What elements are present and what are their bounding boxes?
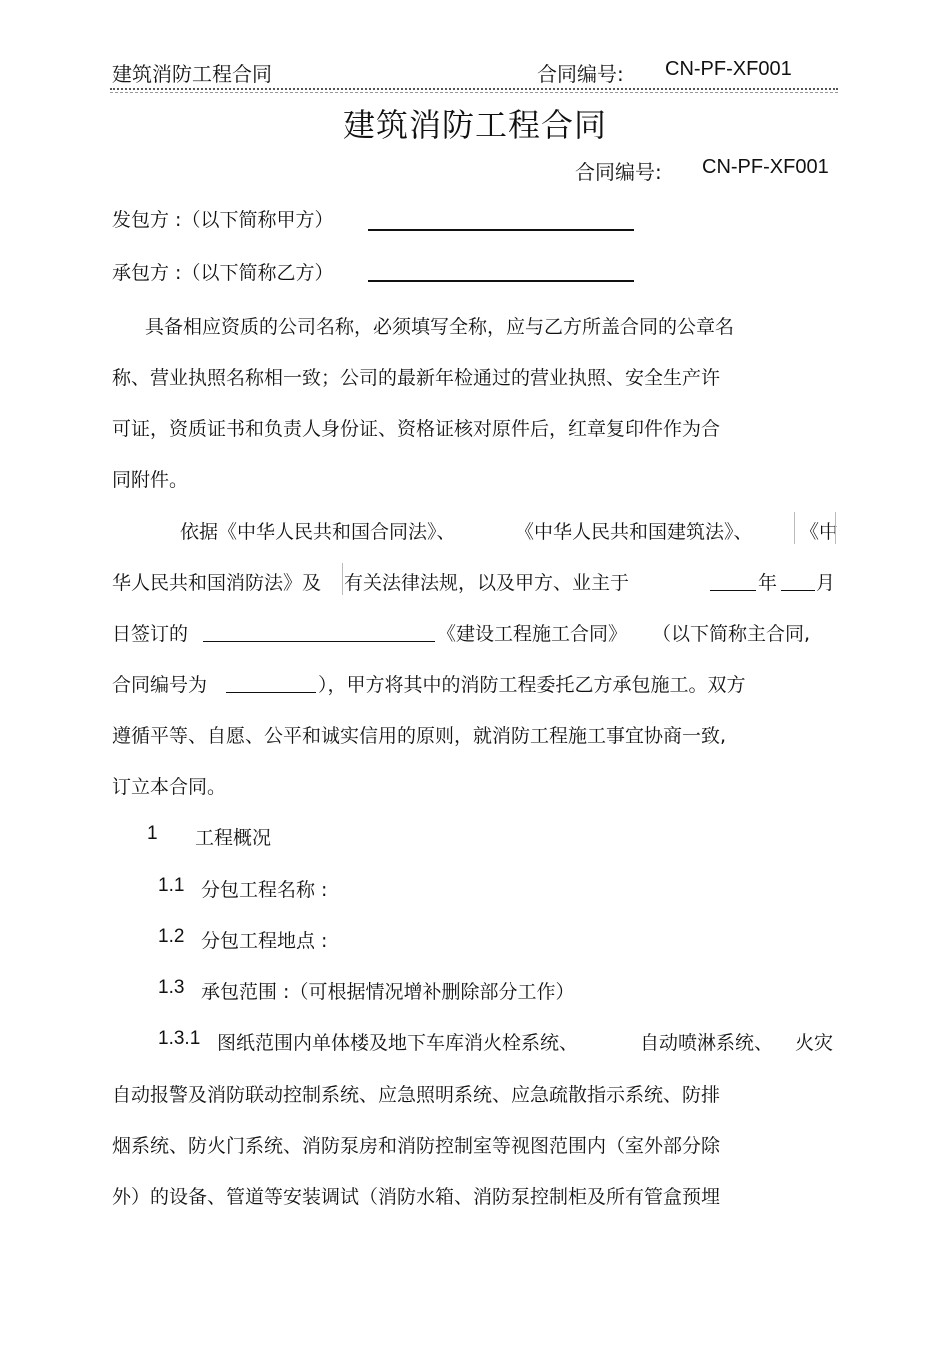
party-b-label: 承包方 :（以下简称乙方）	[112, 262, 334, 284]
section-1-1-number: 1.1	[158, 875, 185, 896]
text-cursor-mark-2	[835, 512, 836, 544]
note-line-1: 具备相应资质的公司名称，必须填写全称，应与乙方所盖合同的公章名	[145, 316, 735, 338]
section-1-3-1-line2: 自动报警及消防联动控制系统、应急照明系统、应急疏散指示系统、防排	[112, 1084, 721, 1106]
section-1-3-1-line1-b: 自动喷淋系统、	[640, 1032, 774, 1054]
section-1-3-1-line1-c: 火灾	[795, 1032, 834, 1054]
basis-line3-c: （以下简称主合同,	[652, 623, 811, 645]
basis-line1-a: 依据《中华人民共和国合同法》、	[180, 521, 456, 543]
basis-line3-b: 《建设工程施工合同》	[437, 623, 628, 645]
document-title: 建筑消防工程合同	[342, 106, 607, 144]
text-cursor-mark	[794, 512, 795, 544]
party-b-blank[interactable]	[368, 280, 634, 282]
note-line-2: 称、营业执照名称相一致；公司的最新年检通过的营业执照、安全生产许	[112, 367, 721, 389]
basis-month-label: 月	[816, 572, 836, 594]
basis-line6: 订立本合同。	[112, 776, 227, 798]
section-1-number: 1	[147, 823, 158, 844]
contract-no-value: CN-PF-XF001	[702, 156, 829, 178]
header-divider	[110, 88, 838, 90]
contract-no-label: 合同编号:	[575, 160, 662, 184]
basis-line4-b: ），甲方将其中的消防工程委托乙方承包施工。双方	[318, 674, 746, 696]
basis-line5: 遵循平等、自愿、公平和诚实信用的原则，就消防工程施工事宜协商一致,	[112, 725, 727, 747]
party-a-label: 发包方 :（以下简称甲方）	[112, 209, 334, 231]
month-blank[interactable]	[781, 590, 815, 591]
sign-date-blank[interactable]	[203, 641, 435, 642]
basis-line1-c: 《中	[800, 521, 839, 543]
section-1-3-1-line1-a: 图纸范围内单体楼及地下车库消火栓系统、	[217, 1032, 579, 1054]
section-1-3-1-line4: 外）的设备、管道等安装调试（消防水箱、消防泵控制柜及所有管盒预埋	[112, 1186, 721, 1208]
section-1-3-text: 承包范围 :（可根据情况增补删除部分工作）	[201, 981, 575, 1003]
header-contract-no: CN-PF-XF001	[665, 58, 792, 80]
basis-line3-a: 日签订的	[112, 623, 189, 645]
section-1-title: 工程概况	[195, 827, 272, 849]
section-1-3-number: 1.3	[158, 977, 185, 998]
header-title: 建筑消防工程合同	[112, 62, 272, 86]
header-contract-no-label: 合同编号:	[537, 62, 624, 86]
basis-line4-a: 合同编号为	[112, 674, 208, 696]
section-1-2-number: 1.2	[158, 926, 185, 947]
header-divider-secondary	[110, 92, 838, 93]
basis-line1-b: 《中华人民共和国建筑法》、	[515, 521, 753, 543]
basis-year-label: 年	[758, 572, 778, 594]
basis-line2-a: 华人民共和国消防法》及	[112, 572, 322, 594]
basis-line2-b: 有关法律法规，以及甲方、业主于	[344, 572, 630, 594]
section-1-3-1-line3: 烟系统、防火门系统、消防泵房和消防控制室等视图范围内（室外部分除	[112, 1135, 721, 1157]
year-blank[interactable]	[710, 590, 756, 591]
section-1-3-1-number: 1.3.1	[158, 1028, 201, 1049]
text-cursor-mark-3	[342, 563, 343, 595]
party-a-blank[interactable]	[368, 229, 634, 231]
note-line-4: 同附件。	[112, 469, 189, 491]
section-1-1-text: 分包工程名称 :	[201, 879, 328, 901]
section-1-2-text: 分包工程地点 :	[201, 930, 328, 952]
main-contract-no-blank[interactable]	[226, 692, 316, 693]
note-line-3: 可证，资质证书和负责人身份证、资格证核对原件后，红章复印件作为合	[112, 418, 721, 440]
